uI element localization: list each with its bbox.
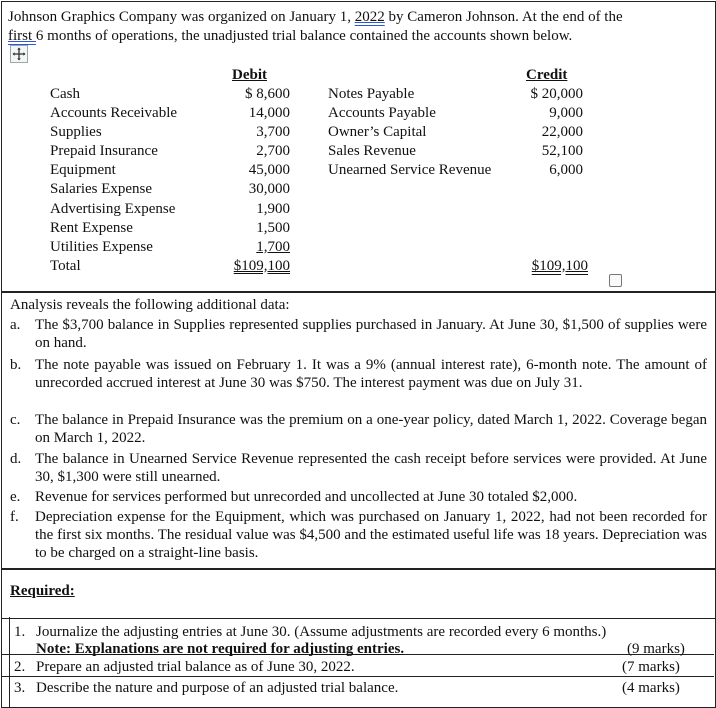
- analysis-heading: Analysis reveals the following additional data:: [10, 297, 290, 313]
- item-text: The $3,700 balance in Supplies represented supplies purchased in January. At June 30, $1,500 of supplies were on hand.: [35, 317, 707, 351]
- account-name: Prepaid Insurance: [50, 143, 158, 160]
- account-name: Equipment: [50, 162, 116, 179]
- account-name: Supplies: [50, 124, 102, 141]
- item-text: The balance in Unearned Service Revenue represented the cash receipt before services were provided. At June 30, $1,300 were still unearned.: [35, 451, 707, 485]
- item-letter: e.: [10, 489, 21, 505]
- credit-account-names: [328, 85, 491, 180]
- debit-amount: 1,900: [256, 200, 290, 217]
- item-text: The balance in Prepaid Insurance was the premium on a one-year policy, dated March 1, 2022. Coverage began on March 1, 2022.: [35, 412, 707, 446]
- required-heading: Required:: [10, 583, 75, 599]
- debit-amount: 14,000: [248, 105, 290, 122]
- item-marks: (4 marks): [622, 680, 680, 696]
- item-text: Revenue for services performed but unrecorded and uncollected at June 30 totaled $2,000.: [35, 489, 578, 505]
- item-letter: b.: [10, 357, 22, 373]
- item-text: Journalize the adjusting entries at June 30. (Assume adjustments are recorded every 6 months.): [36, 624, 607, 640]
- credit-amounts: [510, 85, 583, 180]
- debit-amount: 1,700: [256, 238, 290, 255]
- item-letter: a.: [10, 317, 21, 333]
- move-handle-icon[interactable]: [10, 45, 28, 63]
- account-name: Rent Expense: [50, 219, 133, 236]
- account-name: Sales Revenue: [328, 143, 416, 160]
- required-number-divider: [9, 617, 10, 707]
- account-name: Cash: [50, 86, 80, 102]
- item-number: 1.: [14, 624, 26, 640]
- debit-amount: 45,000: [248, 162, 290, 179]
- account-name: Advertising Expense: [50, 200, 176, 217]
- intro-line-1: Johnson Graphics Company was organized on January 1, 2022 by Cameron Johnson. At the end of the: [8, 9, 623, 25]
- item-letter: f.: [10, 509, 19, 525]
- item-letter: d.: [10, 451, 22, 467]
- account-name: Accounts Receivable: [50, 105, 178, 122]
- credit-header: Credit: [526, 67, 568, 83]
- item-text: Prepare an adjusted trial balance as of June 30, 2022.: [36, 659, 355, 675]
- debit-amounts: [222, 85, 290, 276]
- account-name: Salaries Expense: [50, 181, 153, 198]
- debit-account-names: [50, 85, 177, 276]
- account-name: Utilities Expense: [50, 238, 153, 255]
- debit-amount: 1,500: [256, 219, 290, 236]
- credit-total: $109,100: [531, 258, 588, 274]
- item-text: The note payable was issued on February 1. It was a 9% (annual interest rate), 6-month note. The amount of unrecorded accrued interest at June 30 was $750. The interest payment was due on July 31.: [35, 357, 707, 391]
- account-name: Notes Payable: [328, 86, 415, 102]
- item-number: 2.: [14, 659, 26, 675]
- debit-total: $109,100: [233, 257, 290, 274]
- account-name: Accounts Payable: [328, 105, 436, 122]
- item-note: Note: Explanations are not required for adjusting entries.: [36, 641, 405, 657]
- required-row-divider-2: [1, 676, 714, 677]
- debit-amount: 2,700: [256, 143, 290, 160]
- account-name: Total: [50, 257, 81, 274]
- item-marks: (9 marks): [627, 641, 685, 657]
- item-number: 3.: [14, 680, 26, 696]
- item-text: Depreciation expense for the Equipment, which was purchased on January 1, 2022, had not been recorded for the first six months. The residual value was $4,500 and the estimated useful life was 18 years. Depreciation was to be charged on a straight-line basis.: [35, 509, 707, 561]
- debit-amount: 3,700: [256, 124, 290, 141]
- item-marks: (7 marks): [622, 659, 680, 675]
- credit-amount: 52,100: [541, 143, 583, 160]
- account-name: Owner’s Capital: [328, 124, 427, 141]
- credit-amount: $ 20,000: [530, 86, 583, 102]
- intro-line-2: first 6 months of operations, the unadjusted trial balance contained the accounts shown below.: [8, 28, 573, 44]
- item-letter: c.: [10, 412, 21, 428]
- debit-amount: $ 8,600: [245, 86, 290, 102]
- account-name: Unearned Service Revenue: [328, 162, 492, 179]
- required-heading-cell: [1, 568, 716, 619]
- credit-amount: 9,000: [549, 105, 583, 122]
- item-text: Describe the nature and purpose of an adjusted trial balance.: [36, 680, 399, 696]
- debit-amount: 30,000: [248, 181, 290, 198]
- debit-header: Debit: [232, 67, 267, 83]
- credit-amount: 22,000: [541, 124, 583, 141]
- credit-amount: 6,000: [549, 162, 583, 179]
- checkbox-icon[interactable]: [609, 274, 622, 287]
